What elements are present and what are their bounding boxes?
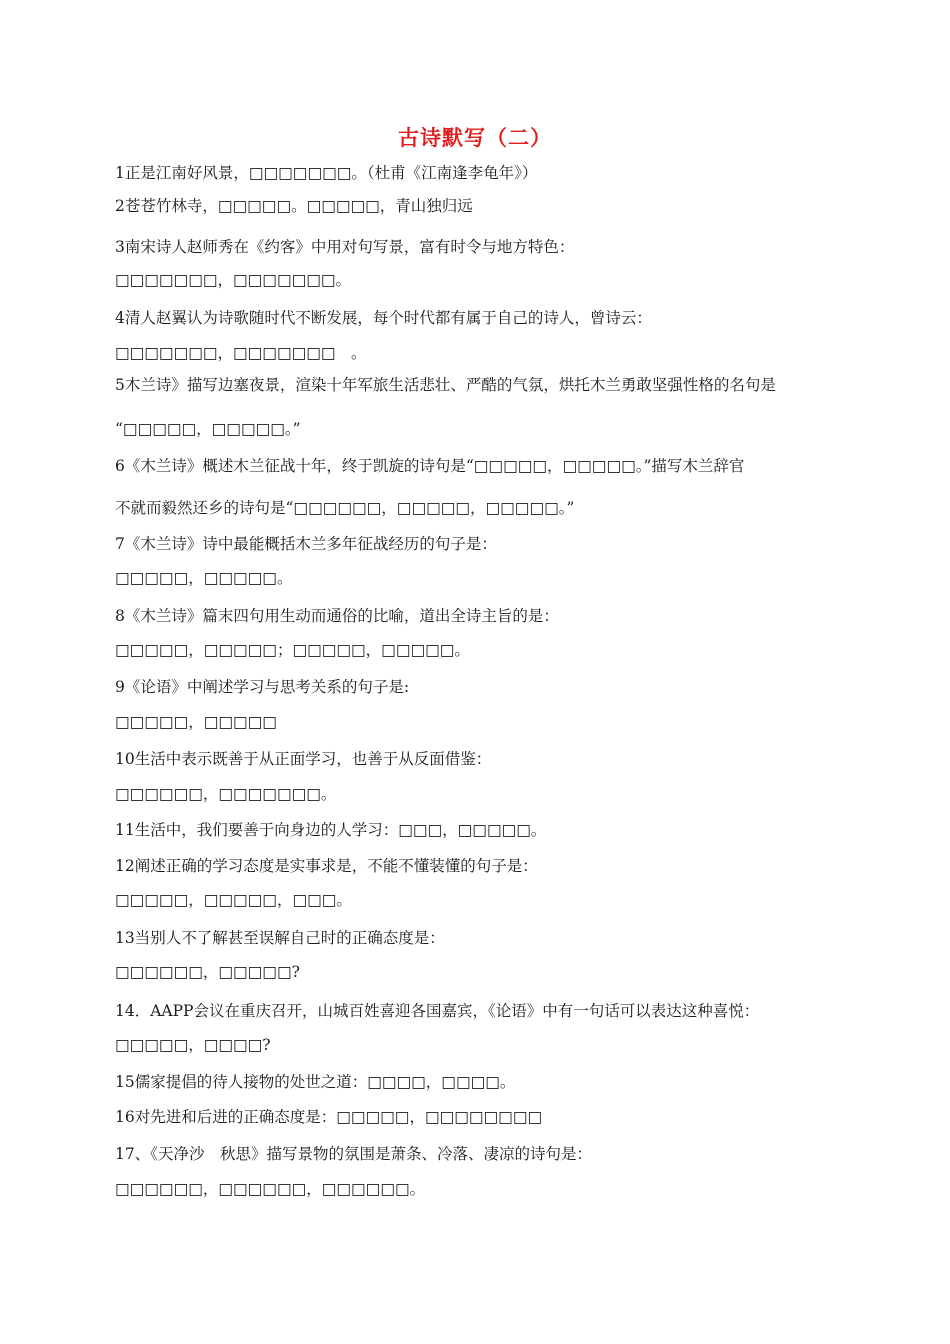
answer-8: □□□□□，□□□□□；□□□□□，□□□□□。	[115, 641, 470, 659]
answer-14: □□□□□，□□□□?	[115, 1036, 271, 1054]
answer-7: □□□□□，□□□□□。	[115, 569, 293, 587]
question-7: 7《木兰诗》诗中最能概括木兰多年征战经历的句子是：	[115, 535, 497, 553]
question-8: 8《木兰诗》篇末四句用生动而通俗的比喻，道出全诗主旨的是：	[115, 607, 559, 625]
answer-10: □□□□□□，□□□□□□□。	[115, 785, 337, 803]
answer-4: □□□□□□□，□□□□□□□ 。	[115, 344, 367, 362]
answer-13: □□□□□□，□□□□□?	[115, 963, 300, 981]
answer-12: □□□□□，□□□□□，□□□。	[115, 891, 352, 909]
question-10: 10生活中表示既善于从正面学习，也善于从反面借鉴：	[115, 750, 492, 768]
question-5: 5木兰诗》描写边塞夜景，渲染十年军旅生活悲壮、严酷的气氛，烘托木兰勇敢坚强性格的名句是	[115, 376, 776, 394]
answer-9: □□□□□，□□□□□	[115, 713, 277, 731]
answer-5: “□□□□□，□□□□□。”	[115, 420, 301, 438]
question-11: 11生活中，我们要善于向身边的人学习：□□□，□□□□□。	[115, 821, 547, 839]
question-1: 1正是江南好风景，□□□□□□□。（杜甫《江南逢李龟年》）	[115, 164, 538, 182]
question-14: 14．AAPP会议在重庆召开，山城百姓喜迎各国嘉宾，《论语》中有一句话可以表达这种喜悦：	[115, 1002, 760, 1020]
answer-17: □□□□□□，□□□□□□，□□□□□□。	[115, 1180, 426, 1198]
question-15: 15儒家提倡的待人接物的处世之道：□□□□，□□□□。	[115, 1073, 516, 1091]
question-17: 17、《天净沙 秋思》描写景物的氛围是萧条、冷落、凄凉的诗句是：	[115, 1145, 592, 1163]
question-6: 6《木兰诗》概述木兰征战十年，终于凯旋的诗句是“□□□□□，□□□□□。”描写木兰辞官	[115, 457, 745, 475]
page-title: 古诗默写（二）	[398, 125, 552, 150]
question-9: 9《论语》中阐述学习与思考关系的句子是:	[115, 678, 410, 696]
question-13: 13当别人不了解甚至误解自己时的正确态度是：	[115, 929, 445, 947]
question-12: 12阐述正确的学习态度是实事求是，不能不懂装懂的句子是：	[115, 857, 538, 875]
question-6-cont: 不就而毅然还乡的诗句是“□□□□□□，□□□□□，□□□□□。”	[115, 499, 575, 517]
question-3: 3南宋诗人赵师秀在《约客》中用对句写景，富有时令与地方特色：	[115, 238, 575, 256]
question-4: 4清人赵翼认为诗歌随时代不断发展，每个时代都有属于自己的诗人，曾诗云：	[115, 309, 652, 327]
question-2: 2苍苍竹林寺，□□□□□。□□□□□，青山独归远	[115, 197, 473, 215]
answer-3: □□□□□□□，□□□□□□□。	[115, 271, 352, 289]
question-16: 16对先进和后进的正确态度是：□□□□□，□□□□□□□□	[115, 1108, 543, 1126]
